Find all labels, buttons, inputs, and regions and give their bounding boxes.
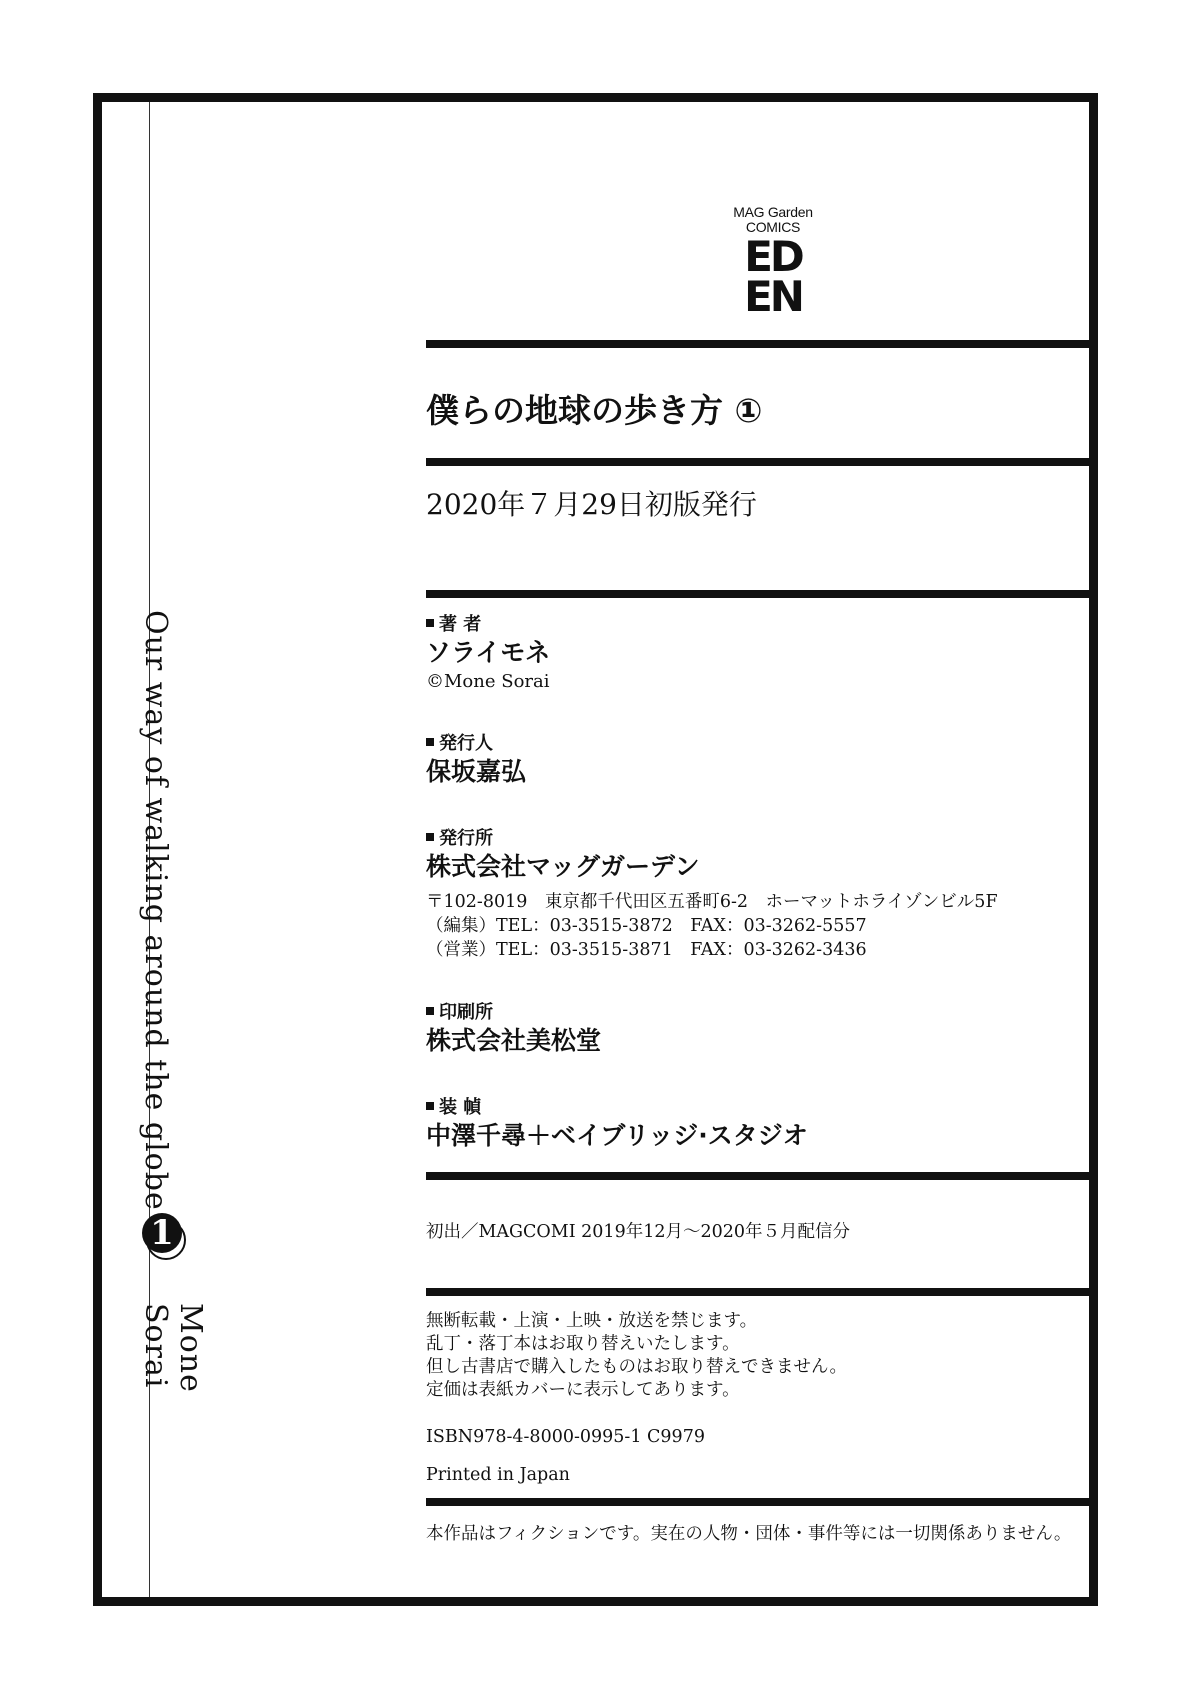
publisher-logo <box>718 205 828 325</box>
bullet-square-icon <box>426 619 434 627</box>
bullet-square-icon <box>426 1007 434 1015</box>
eden-logo-mark <box>733 232 813 321</box>
logo-line-1: MAG Garden <box>733 204 813 220</box>
publication-date: 2020年７月29日初版発行 <box>426 488 757 521</box>
publisher-tel-editorial: （編集）TEL：03-3515-3872 FAX：03-3262-5557 <box>426 916 867 936</box>
rule-1 <box>426 340 1098 348</box>
publisher-tel-sales: （営業）TEL：03-3515-3871 FAX：03-3262-3436 <box>426 940 867 960</box>
logo-line-2: COMICS <box>745 219 801 235</box>
notice-line: 無断転載・上演・上映・放送を禁じます。 <box>426 1311 758 1331</box>
notice-line: 定価は表紙カバーに表示してあります。 <box>426 1380 740 1400</box>
first-published: 初出／MAGCOMI 2019年12月～2020年５月配信分 <box>426 1222 851 1242</box>
bullet-square-icon <box>426 833 434 841</box>
design-label: 装 幀 <box>426 1097 808 1119</box>
rule-4 <box>426 1172 1098 1180</box>
printer-name: 株式会社美松堂 <box>426 1026 602 1055</box>
logo-mark-bottom: EN <box>744 272 802 321</box>
publisher-address: 〒102-8019 東京都千代田区五番町6-2 ホーマットホライゾンビル5F <box>426 892 998 912</box>
notices <box>426 1310 847 1402</box>
logo-mark-top: ED <box>744 232 802 281</box>
printer-section <box>426 1002 601 1058</box>
volume-number: 1 <box>142 1213 182 1253</box>
design-name: 中澤千尋＋ベイブリッジ·スタジオ <box>426 1121 808 1150</box>
bullet-square-icon <box>426 738 434 746</box>
author-name: ソライモネ <box>426 638 551 667</box>
notice-line: 但し古書店で購入したものはお取り替えできません。 <box>426 1357 848 1377</box>
author-copyright: ©Mone Sorai <box>426 671 550 692</box>
spine <box>138 610 208 1480</box>
publisher-person-name: 保坂嘉弘 <box>426 757 527 786</box>
publisher-section <box>426 828 998 962</box>
design-section <box>426 1097 808 1153</box>
printed-in: Printed in Japan <box>426 1465 570 1485</box>
book-title: 僕らの地球の歩き方 ① <box>426 391 763 430</box>
spine-author: Mone Sorai <box>138 1303 208 1393</box>
bullet-square-icon <box>426 1102 434 1110</box>
rule-5 <box>426 1288 1098 1296</box>
isbn: ISBN978-4-8000-0995-1 C9979 <box>426 1427 705 1447</box>
printer-label: 印刷所 <box>426 1002 601 1024</box>
notice-line: 乱丁・落丁本はお取り替えいたします。 <box>426 1334 740 1354</box>
fiction-notice: 本作品はフィクションです。実在の人物・団体・事件等には一切関係ありません。 <box>426 1524 1072 1544</box>
publisher-person-section <box>426 733 526 789</box>
author-section <box>426 614 550 694</box>
rule-6 <box>426 1498 1098 1506</box>
author-label: 著 者 <box>426 614 550 636</box>
rule-2 <box>426 458 1098 466</box>
publisher-name: 株式会社マッグガーデン <box>426 852 700 881</box>
rule-3 <box>426 590 1098 598</box>
publisher-label: 発行所 <box>426 828 998 850</box>
spine-title: Our way of walking around the globe <box>138 610 173 1211</box>
publisher-person-label: 発行人 <box>426 733 526 755</box>
